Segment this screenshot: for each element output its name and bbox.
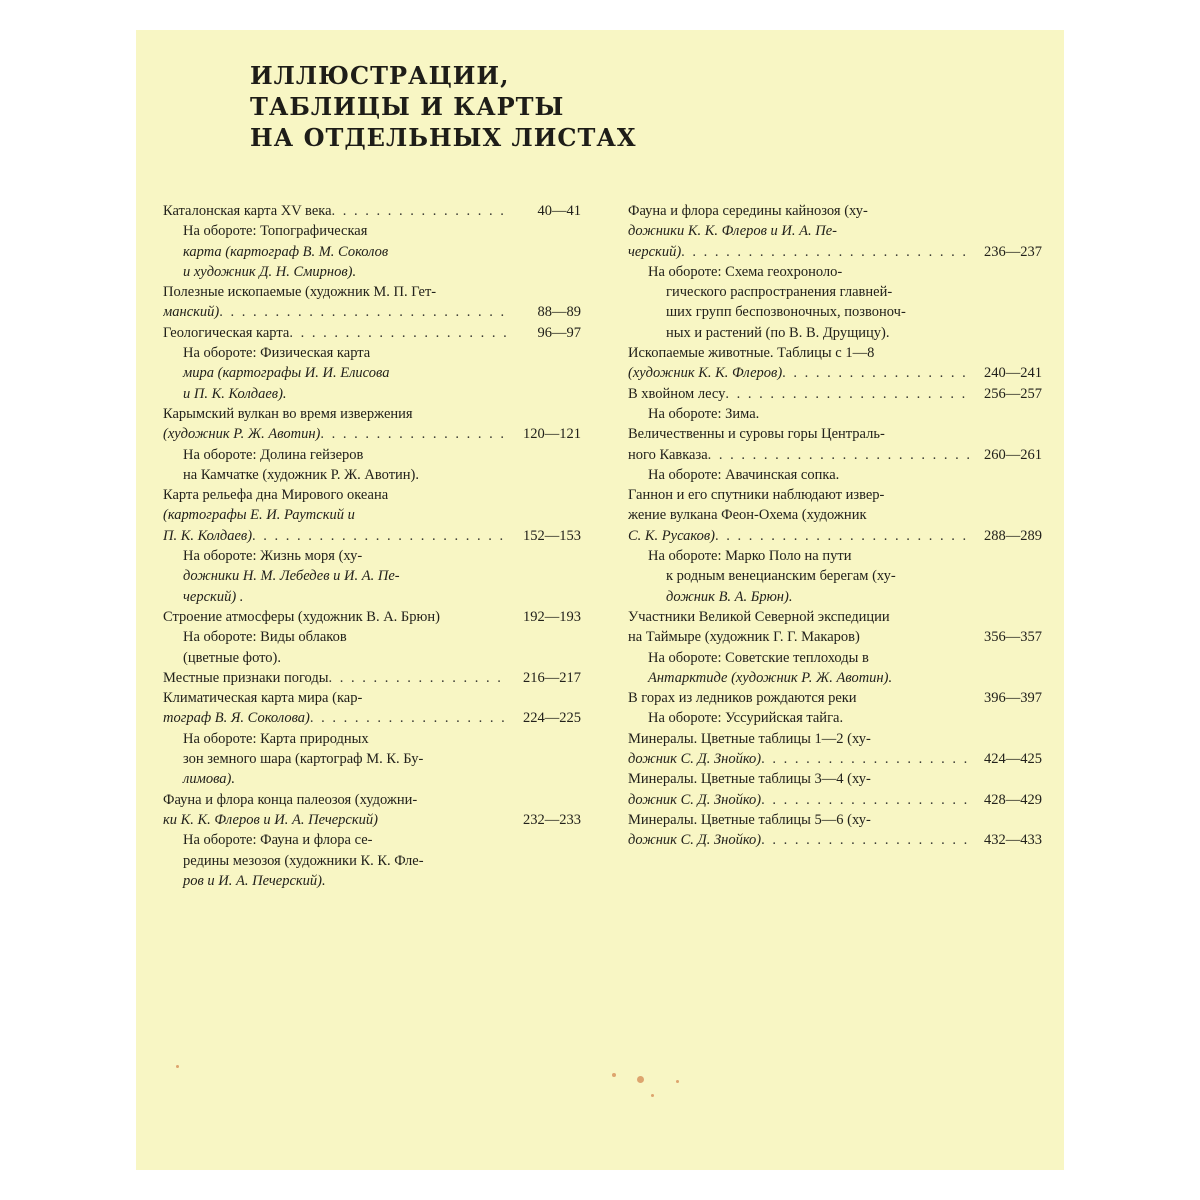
page-range: 120—121 bbox=[523, 426, 581, 443]
entry-title: Участники Великой Северной экспедиции bbox=[628, 608, 890, 625]
entry-credit: манский) bbox=[163, 304, 220, 321]
page-range: 216—217 bbox=[523, 669, 581, 686]
entry-credit: П. К. Колдаев) bbox=[163, 527, 253, 544]
entry-title: Полезные ископаемые (художник М. П. Гет- bbox=[163, 284, 437, 301]
page-range: 396—397 bbox=[984, 690, 1042, 707]
leader-dots bbox=[681, 242, 970, 262]
paper-stain bbox=[637, 1076, 644, 1083]
page-range: 224—225 bbox=[523, 710, 581, 727]
page-range: 236—237 bbox=[984, 243, 1042, 260]
entry-credit: (художник К. К. Флеров) bbox=[628, 365, 783, 382]
reverse-note: На обороте: Авачинская сопка. bbox=[648, 466, 840, 483]
paper-stain bbox=[612, 1073, 616, 1077]
page-range: 260—261 bbox=[984, 446, 1042, 463]
reverse-note: На обороте: Советские теплоходы в bbox=[648, 649, 869, 666]
page-range: 432—433 bbox=[984, 832, 1042, 849]
entry-title: Ганнон и его спутники наблюдают извер- bbox=[628, 487, 885, 504]
entry-credit: карта (картограф В. М. Соколов bbox=[183, 243, 389, 260]
leader-dots bbox=[761, 749, 970, 769]
leader-dots bbox=[310, 708, 509, 728]
reverse-note: (цветные фото). bbox=[183, 649, 281, 666]
list-item bbox=[163, 790, 581, 891]
entry-title: Фауна и флора конца палеозоя (художни- bbox=[163, 791, 418, 808]
list-item bbox=[163, 607, 581, 668]
paper-stain bbox=[651, 1094, 654, 1097]
entry-credit: (картографы Е. И. Раутский и bbox=[163, 507, 355, 524]
list-item bbox=[628, 810, 1042, 851]
page-title bbox=[250, 60, 670, 153]
entry-credit: лимова). bbox=[183, 771, 235, 788]
entry-credit: дожники К. К. Флеров и И. А. Пе- bbox=[628, 223, 837, 240]
list-item bbox=[628, 201, 1042, 343]
paper-stain bbox=[676, 1080, 679, 1083]
entry-credit: ки К. К. Флеров и И. А. Печерский) bbox=[163, 811, 378, 828]
leader-dots bbox=[715, 526, 970, 546]
entry-credit: тограф В. Я. Соколова) bbox=[163, 710, 310, 727]
reverse-note: ших групп беспозвоночных, позвоноч- bbox=[666, 304, 906, 321]
entry-credit: черский) bbox=[628, 243, 682, 260]
entry-credit: дожник В. А. Брюн). bbox=[666, 588, 793, 605]
list-item bbox=[163, 688, 581, 789]
page-range: 288—289 bbox=[984, 527, 1042, 544]
entry-credit: Антарктиде (художник Р. Ж. Авотин). bbox=[648, 669, 893, 686]
reverse-note: на Камчатке (художник Р. Ж. Авотин). bbox=[183, 466, 420, 483]
entry-credit: на Таймыре (художник Г. Г. Макаров) bbox=[628, 629, 860, 646]
leader-dots bbox=[252, 526, 509, 546]
list-item bbox=[163, 404, 581, 485]
list-item bbox=[163, 201, 581, 282]
leader-dots bbox=[761, 790, 970, 810]
list-item bbox=[628, 769, 1042, 810]
entry-credit: дожники Н. М. Лебедев и И. А. Пе- bbox=[183, 568, 400, 585]
page-range: 428—429 bbox=[984, 791, 1042, 808]
reverse-note: На обороте: Виды облаков bbox=[183, 629, 347, 646]
entry-title: жение вулкана Феон-Охема (художник bbox=[628, 507, 867, 524]
entry-credit: ров и И. А. Печерский). bbox=[183, 872, 326, 889]
entry-title: Карымский вулкан во время извержения bbox=[163, 405, 413, 422]
page-range: 88—89 bbox=[537, 304, 581, 321]
leader-dots bbox=[332, 201, 509, 221]
entry-credit: дожник С. Д. Знойко) bbox=[628, 751, 762, 768]
list-item bbox=[628, 729, 1042, 770]
page-range: 356—357 bbox=[984, 629, 1042, 646]
entry-title: Фауна и флора середины кайнозоя (ху- bbox=[628, 203, 868, 219]
reverse-note: На обороте: Долина гейзеров bbox=[183, 446, 364, 463]
page-range: 40—41 bbox=[537, 203, 581, 219]
reverse-note: зон земного шара (картограф М. К. Бу- bbox=[183, 751, 424, 768]
list-item bbox=[163, 485, 581, 607]
contents-right-column bbox=[628, 201, 1042, 851]
entry-title: Минералы. Цветные таблицы 3—4 (ху- bbox=[628, 771, 871, 788]
entry-title: Строение атмосферы (художник В. А. Брюн) bbox=[163, 608, 440, 625]
entry-title: Климатическая карта мира (кар- bbox=[163, 690, 363, 707]
reverse-note: На обороте: Уссурийская тайга. bbox=[648, 710, 844, 727]
entry-credit: дожник С. Д. Знойко) bbox=[628, 791, 762, 808]
leader-dots bbox=[761, 830, 970, 850]
page-range: 96—97 bbox=[537, 324, 581, 341]
list-item bbox=[628, 343, 1042, 384]
list-item bbox=[628, 688, 1042, 729]
list-item bbox=[628, 485, 1042, 607]
page-range: 256—257 bbox=[984, 385, 1042, 402]
title-line-3: НА ОТДЕЛЬНЫХ ЛИСТАХ bbox=[250, 123, 637, 152]
list-item bbox=[628, 424, 1042, 485]
list-item bbox=[163, 668, 581, 688]
reverse-note: На обороте: Марко Поло на пути bbox=[648, 548, 852, 565]
entry-credit: черский) . bbox=[183, 588, 244, 605]
list-item bbox=[163, 282, 581, 323]
list-item bbox=[163, 323, 581, 404]
list-item bbox=[628, 607, 1042, 688]
reverse-note: гического распространения главней- bbox=[666, 284, 893, 301]
contents-left-column bbox=[163, 201, 581, 891]
leader-dots bbox=[782, 363, 970, 383]
entry-title: Геологическая карта bbox=[163, 324, 290, 341]
leader-dots bbox=[219, 302, 509, 322]
entry-title: ного Кавказа bbox=[628, 446, 708, 463]
entry-credit: и П. К. Колдаев). bbox=[183, 385, 287, 402]
page-range: 424—425 bbox=[984, 751, 1042, 768]
leader-dots bbox=[725, 384, 970, 404]
reverse-note: к родным венецианским берегам (ху- bbox=[666, 568, 896, 585]
entry-title: Местные признаки погоды bbox=[163, 669, 329, 686]
reverse-note: На обороте: Зима. bbox=[648, 405, 760, 422]
entry-title: Ископаемые животные. Таблицы с 1—8 bbox=[628, 345, 875, 362]
entry-title: Карта рельефа дна Мирового океана bbox=[163, 487, 389, 504]
leader-dots bbox=[320, 424, 509, 444]
reverse-note: На обороте: Схема геохроноло- bbox=[648, 263, 843, 280]
reverse-note: редины мезозоя (художники К. К. Фле- bbox=[183, 852, 424, 869]
reverse-note: На обороте: Топографическая bbox=[183, 223, 368, 240]
entry-credit: и художник Д. Н. Смирнов). bbox=[183, 263, 357, 280]
entry-title: Величественны и суровы горы Централь- bbox=[628, 426, 885, 443]
entry-title: Минералы. Цветные таблицы 1—2 (ху- bbox=[628, 730, 871, 747]
leader-dots bbox=[708, 445, 970, 465]
title-line-2: ТАБЛИЦЫ И КАРТЫ bbox=[250, 92, 565, 121]
entry-credit: С. К. Русаков) bbox=[628, 527, 716, 544]
leader-dots bbox=[329, 668, 509, 688]
leader-dots bbox=[289, 323, 509, 343]
entry-title: В горах из ледников рождаются реки bbox=[628, 690, 857, 707]
reverse-note: На обороте: Жизнь моря (ху- bbox=[183, 548, 363, 565]
page-range: 192—193 bbox=[523, 608, 581, 625]
list-item bbox=[628, 384, 1042, 425]
entry-credit: мира (картографы И. И. Елисова bbox=[183, 365, 390, 382]
reverse-note: На обороте: Физическая карта bbox=[183, 345, 371, 362]
entry-title: В хвойном лесу bbox=[628, 385, 726, 402]
entry-credit: (художник Р. Ж. Авотин) bbox=[163, 426, 321, 443]
entry-title: Каталонская карта XV века bbox=[163, 203, 332, 219]
page-range: 152—153 bbox=[523, 527, 581, 544]
entry-credit: дожник С. Д. Знойко) bbox=[628, 832, 762, 849]
reverse-note: На обороте: Карта природных bbox=[183, 730, 369, 747]
page-range: 232—233 bbox=[523, 811, 581, 828]
page-range: 240—241 bbox=[984, 365, 1042, 382]
reverse-note: На обороте: Фауна и флора се- bbox=[183, 832, 373, 849]
book-page bbox=[136, 30, 1064, 1170]
reverse-note: ных и растений (по В. В. Друщицу). bbox=[666, 324, 890, 341]
entry-title: Минералы. Цветные таблицы 5—6 (ху- bbox=[628, 811, 871, 828]
title-line-1: ИЛЛЮСТРАЦИИ, bbox=[250, 61, 510, 90]
paper-stain bbox=[176, 1065, 179, 1068]
